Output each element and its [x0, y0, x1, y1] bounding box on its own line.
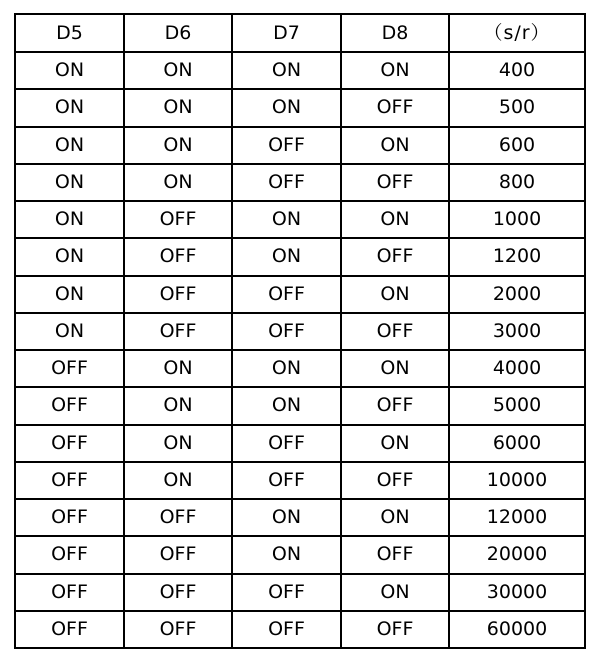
cell-d6: OFF [124, 276, 232, 313]
cell-d6: OFF [124, 238, 232, 275]
table-row [15, 52, 585, 89]
cell-d7: OFF [232, 462, 341, 499]
cell-speed: 10000 [449, 462, 585, 499]
cell-d8: OFF [341, 387, 449, 424]
cell-d5: OFF [15, 350, 124, 387]
cell-d7: ON [232, 201, 341, 238]
cell-d8: OFF [341, 536, 449, 573]
cell-d8: ON [341, 52, 449, 89]
cell-d5: ON [15, 238, 124, 275]
cell-d7: ON [232, 52, 341, 89]
cell-d5: OFF [15, 462, 124, 499]
table-row [15, 574, 585, 611]
cell-d8: ON [341, 574, 449, 611]
cell-d6: OFF [124, 574, 232, 611]
cell-d7: OFF [232, 276, 341, 313]
cell-speed: 6000 [449, 425, 585, 462]
cell-d6: ON [124, 89, 232, 126]
cell-d7: ON [232, 89, 341, 126]
cell-d5: OFF [15, 574, 124, 611]
table-row [15, 387, 585, 424]
table-row [15, 462, 585, 499]
dip-switch-table-container [14, 13, 584, 649]
header-d5: D5 [15, 14, 124, 52]
cell-d6: ON [124, 387, 232, 424]
cell-speed: 600 [449, 127, 585, 164]
table-row [15, 499, 585, 536]
cell-d6: OFF [124, 499, 232, 536]
cell-speed: 60000 [449, 611, 585, 648]
cell-d5: OFF [15, 387, 124, 424]
cell-speed: 1200 [449, 238, 585, 275]
cell-d8: OFF [341, 313, 449, 350]
table-row [15, 164, 585, 201]
cell-d8: ON [341, 499, 449, 536]
cell-d6: ON [124, 164, 232, 201]
cell-speed: 500 [449, 89, 585, 126]
cell-speed: 1000 [449, 201, 585, 238]
table-row [15, 536, 585, 573]
cell-d6: OFF [124, 611, 232, 648]
cell-d5: ON [15, 52, 124, 89]
table-row [15, 89, 585, 126]
cell-d5: ON [15, 276, 124, 313]
header-d6: D6 [124, 14, 232, 52]
cell-speed: 20000 [449, 536, 585, 573]
cell-d5: ON [15, 127, 124, 164]
cell-d6: OFF [124, 201, 232, 238]
cell-d7: OFF [232, 164, 341, 201]
cell-d7: OFF [232, 127, 341, 164]
cell-d7: ON [232, 387, 341, 424]
cell-d5: ON [15, 164, 124, 201]
cell-d8: OFF [341, 164, 449, 201]
cell-d6: OFF [124, 313, 232, 350]
cell-d6: ON [124, 127, 232, 164]
cell-d8: ON [341, 425, 449, 462]
cell-d8: OFF [341, 89, 449, 126]
table-row [15, 201, 585, 238]
cell-d8: ON [341, 201, 449, 238]
table-row [15, 611, 585, 648]
cell-d8: OFF [341, 238, 449, 275]
header-d7: D7 [232, 14, 341, 52]
dip-switch-table [14, 13, 586, 649]
cell-d8: OFF [341, 462, 449, 499]
cell-d8: OFF [341, 611, 449, 648]
cell-d7: OFF [232, 425, 341, 462]
header-speed-unit: （s/r） [449, 14, 585, 52]
table-body [15, 52, 585, 648]
cell-speed: 800 [449, 164, 585, 201]
cell-d6: ON [124, 52, 232, 89]
cell-speed: 5000 [449, 387, 585, 424]
table-row [15, 425, 585, 462]
cell-d6: ON [124, 350, 232, 387]
cell-d7: ON [232, 536, 341, 573]
cell-speed: 400 [449, 52, 585, 89]
cell-d5: ON [15, 89, 124, 126]
header-d8: D8 [341, 14, 449, 52]
cell-d8: ON [341, 276, 449, 313]
cell-d6: OFF [124, 536, 232, 573]
cell-d7: OFF [232, 611, 341, 648]
table-header-row [15, 14, 585, 52]
cell-speed: 12000 [449, 499, 585, 536]
cell-d6: ON [124, 462, 232, 499]
cell-d5: OFF [15, 425, 124, 462]
cell-d8: ON [341, 350, 449, 387]
cell-d5: ON [15, 201, 124, 238]
cell-speed: 2000 [449, 276, 585, 313]
table-row [15, 127, 585, 164]
table-row [15, 350, 585, 387]
table-row [15, 238, 585, 275]
cell-d7: ON [232, 350, 341, 387]
cell-d7: OFF [232, 313, 341, 350]
cell-speed: 30000 [449, 574, 585, 611]
cell-d7: OFF [232, 574, 341, 611]
cell-d8: ON [341, 127, 449, 164]
cell-d5: ON [15, 313, 124, 350]
table-row [15, 313, 585, 350]
cell-d7: ON [232, 499, 341, 536]
cell-speed: 3000 [449, 313, 585, 350]
cell-d6: ON [124, 425, 232, 462]
cell-speed: 4000 [449, 350, 585, 387]
cell-d7: ON [232, 238, 341, 275]
cell-d5: OFF [15, 499, 124, 536]
table-row [15, 276, 585, 313]
cell-d5: OFF [15, 611, 124, 648]
cell-d5: OFF [15, 536, 124, 573]
